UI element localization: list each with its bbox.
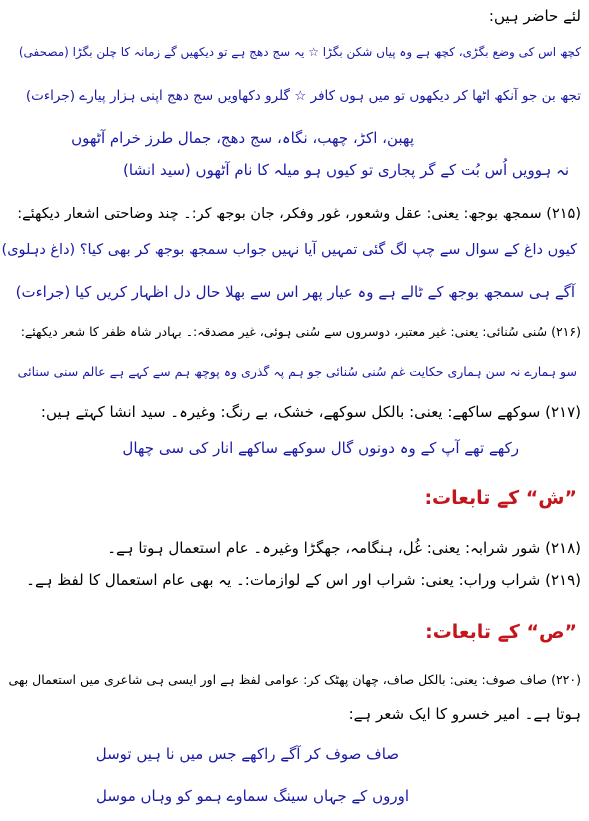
verse-line: صاف صوف کر آگے راکھے جس میں نا ہیں توسل bbox=[95, 745, 399, 763]
verse-line: پھبن، اکڑ، چھب، نگاہ، سج دھج، جمال طرز خرام آٹھوں bbox=[71, 129, 414, 147]
entry-215: (۲۱۵) سمجھ بوجھ: یعنی: عقل وشعور، غور وفکر، جان بوجھ کر:۔ چند وضاحتی اشعار دیکھئے: bbox=[17, 206, 581, 222]
text-line: ہوتا ہے۔ امیر خسرو کا ایک شعر ہے: bbox=[348, 705, 581, 723]
entry-220: (۲۲۰) صاف صوف: یعنی: بالکل صاف، چھان پھٹک کر: عوامی لفظ ہے اور ایسی ہی شاعری میں استعمال بھی bbox=[8, 672, 581, 687]
section-heading-suad: ”ص“ کے تابعات: bbox=[425, 621, 577, 643]
text-line: لئے حاضر ہیں: bbox=[488, 7, 581, 25]
section-heading-sheen: ”ش“ کے تابعات: bbox=[424, 487, 577, 509]
verse-line: کچھ اس کی وضع بگڑی، کچھ ہے وہ پیاں شکن بگڑا ☆ یہ سج دھج ہے تو دیکھیں گے زمانہ کا چلن بگڑا (مصحفی) bbox=[18, 45, 581, 59]
verse-line: رکھے تھے آپ کے وہ دونوں گال سوکھے ساکھے انار کی سی چھال bbox=[122, 439, 519, 457]
verse-line: تجھ بن جو آنکھ اٹھا کر دیکھوں تو میں ہوں کافر ☆ گلرو دکھاویں سج دھج اپنی ہزار پیارے (جراءت) bbox=[25, 88, 581, 104]
entry-217: (۲۱۷) سوکھے ساکھے: یعنی: بالکل سوکھے، خشک، بے رنگ: وغیرہ۔ سید انشا کہتے ہیں: bbox=[40, 403, 581, 421]
entry-216: (۲۱۶) سُنی سُنائی: یعنی: غیر معتبر، دوسروں سے سُنی ہوئی، غیر مصدقہ:۔ بہادر شاہ ظفر کا شعر دیکھئے: bbox=[20, 324, 581, 339]
entry-219: (۲۱۹) شراب وراب: یعنی: شراب اور اس کے لوازمات:۔ یہ بھی عام استعمال کا لفظ ہے۔ bbox=[26, 571, 581, 589]
verse-line: کیوں داغ کے سوال سے چپ لگ گئی تمہیں آیا نہیں جواب سمجھ بوجھ کر بھی کیا؟ (داغ دہلوی) bbox=[1, 242, 577, 258]
verse-line: سو ہمارے نہ سن ہماری حکایت غم سُنی سُنائی جو ہم پہ گذری وہ پوچھ ہم سے کہے ہے عالم سنی سنائی bbox=[17, 364, 577, 379]
verse-line: نہ ہوویں اُس بُت کے گر پجاری تو کیوں ہو میلہ کا نام آٹھوں (سید انشا) bbox=[123, 161, 569, 179]
entry-218: (۲۱۸) شور شرابہ: یعنی: غُل، ہنگامہ، جھگڑا وغیرہ۔ عام استعمال ہوتا ہے۔ bbox=[107, 539, 581, 557]
verse-line: آگے ہی سمجھ بوجھ کے ٹالے ہے وہ عیار پھر اس سے بھلا حال دل اظہار کریں کیا (جراءت) bbox=[15, 283, 575, 301]
verse-line: اوروں کے جہاں سینگ سماوے ہمو کو وہاں موسل bbox=[96, 787, 409, 805]
